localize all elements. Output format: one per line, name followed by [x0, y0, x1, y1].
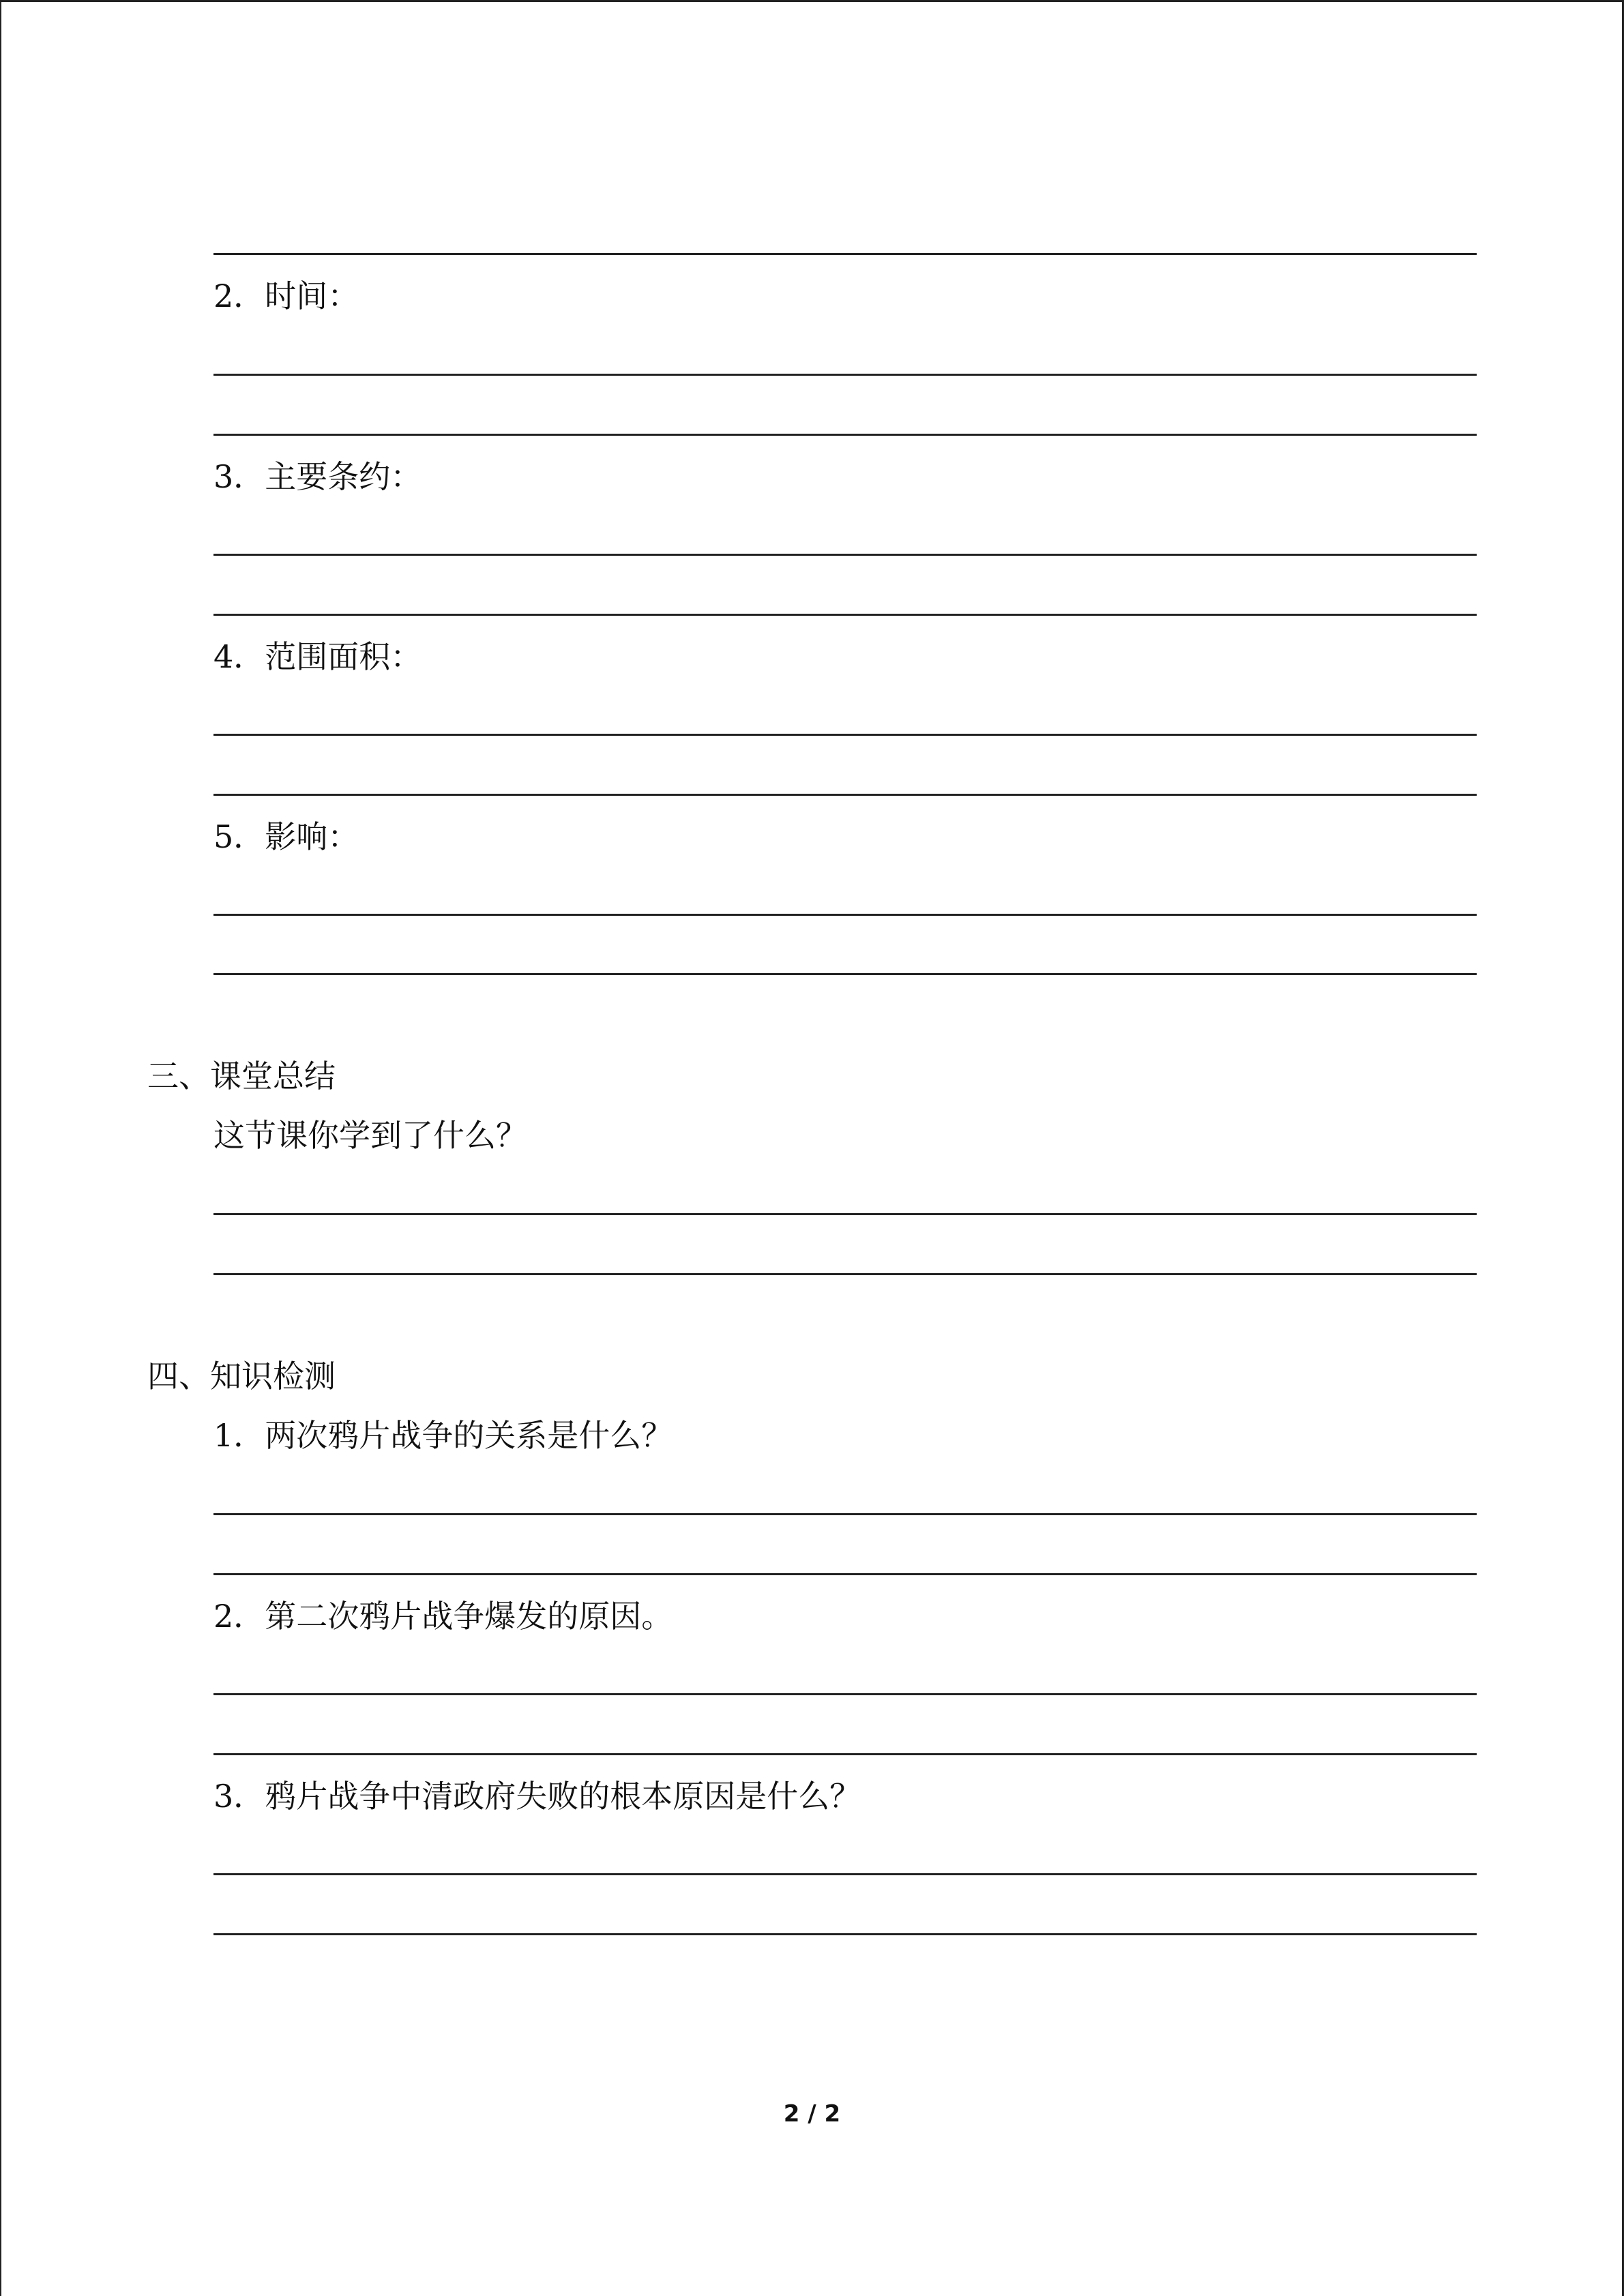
section-four-heading: 四、知识检测	[147, 1358, 336, 1395]
answer-line	[213, 1573, 1477, 1575]
answer-line	[213, 554, 1477, 556]
item-treaty-label: 3．主要条约：	[213, 458, 422, 495]
item-time-label: 2．时间：	[213, 278, 359, 314]
section-three-prompt: 这节课你学到了什么？	[213, 1117, 527, 1154]
item-impact-label: 5．影响：	[213, 818, 359, 855]
question-2-label: 2．第二次鸦片战争爆发的原因。	[213, 1598, 673, 1635]
answer-line	[213, 794, 1477, 796]
answer-line	[213, 1753, 1477, 1755]
answer-line	[213, 734, 1477, 736]
answer-line	[213, 1873, 1477, 1875]
answer-line	[213, 1933, 1477, 1935]
answer-line	[213, 1273, 1477, 1275]
answer-line	[213, 614, 1477, 616]
answer-line	[213, 1213, 1477, 1215]
answer-line	[213, 434, 1477, 436]
answer-line	[213, 1693, 1477, 1695]
answer-line	[213, 1513, 1477, 1515]
answer-line	[213, 914, 1477, 916]
question-1-label: 1．两次鸦片战争的关系是什么？	[213, 1417, 673, 1454]
section-three-heading: 三、课堂总结	[147, 1058, 336, 1094]
answer-line	[213, 973, 1477, 975]
question-3-label: 3．鸦片战争中清政府失败的根本原因是什么？	[213, 1778, 861, 1815]
item-area-label: 4．范围面积：	[213, 638, 422, 675]
answer-line	[213, 374, 1477, 376]
answer-line	[213, 253, 1477, 255]
page-number: 2 / 2	[783, 2100, 841, 2128]
